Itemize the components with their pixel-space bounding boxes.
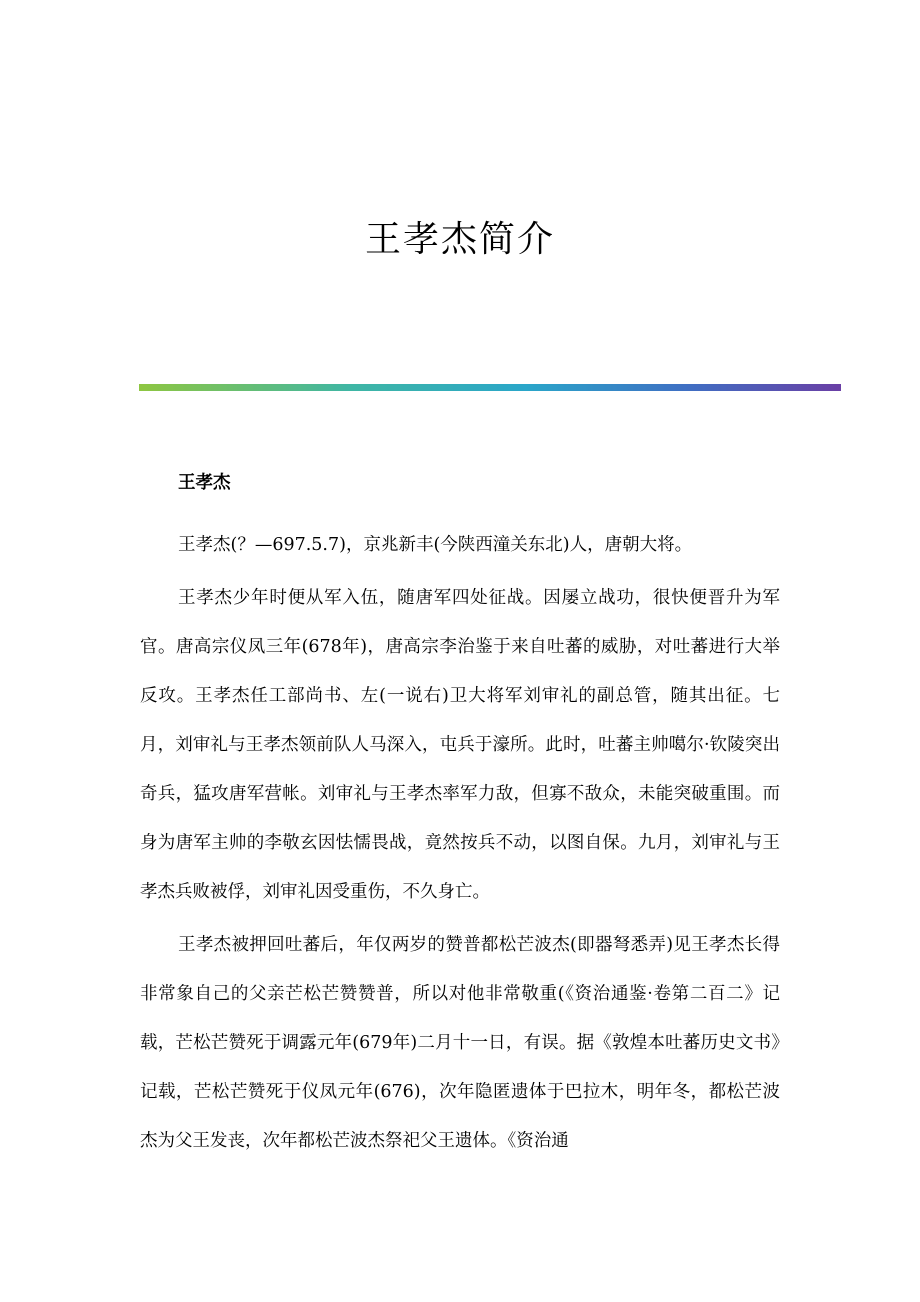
section-heading: 王孝杰 [178,473,231,493]
paragraph-intro: 王孝杰(？—697.5.7)，京兆新丰(今陕西潼关东北)人，唐朝大将。 [178,535,693,555]
paragraph-early-career: 王孝杰少年时便从军入伍，随唐军四处征战。因屡立战功，很快便晋升为军官。唐高宗仪凤三年(678年)，唐高宗李治鉴于来自吐蕃的威胁，对吐蕃进行大举反攻。王孝杰任工部尚书、左(一说右)卫大将军刘审礼的副总管，随其出征。七月，刘审礼与王孝杰领前队人马深入，屯兵于濠所。此时，吐蕃主帅噶尔·钦陵突出奇兵，猛攻唐军营帐。刘审礼与王孝杰率军力敌，但寡不敌众，未能突破重围。而身为唐军主帅的李敬玄因怯懦畏战，竟然按兵不动，以图自保。九月，刘审礼与王孝杰兵败被俘，刘审礼因受重伤，不久身亡。 [140,588,780,902]
title-divider [139,384,841,391]
document-body [140,466,780,1166]
page-title: 王孝杰简介 [364,219,555,260]
paragraph-captivity: 王孝杰被押回吐蕃后，年仅两岁的赞普都松芒波杰(即器弩悉弄)见王孝杰长得非常象自己的父亲芒松芒赞赞普，所以对他非常敬重(《资治通鉴·卷第二百二》记载，芒松芒赞死于调露元年(679年)二月十一日，有误。据《敦煌本吐蕃历史文书》记载，芒松芒赞死于仪凤元年(676)，次年隐匿遗体于巴拉木，明年冬，都松芒波杰为父王发丧，次年都松芒波杰祭祀父王遗体。《资治通 [140,935,780,1151]
